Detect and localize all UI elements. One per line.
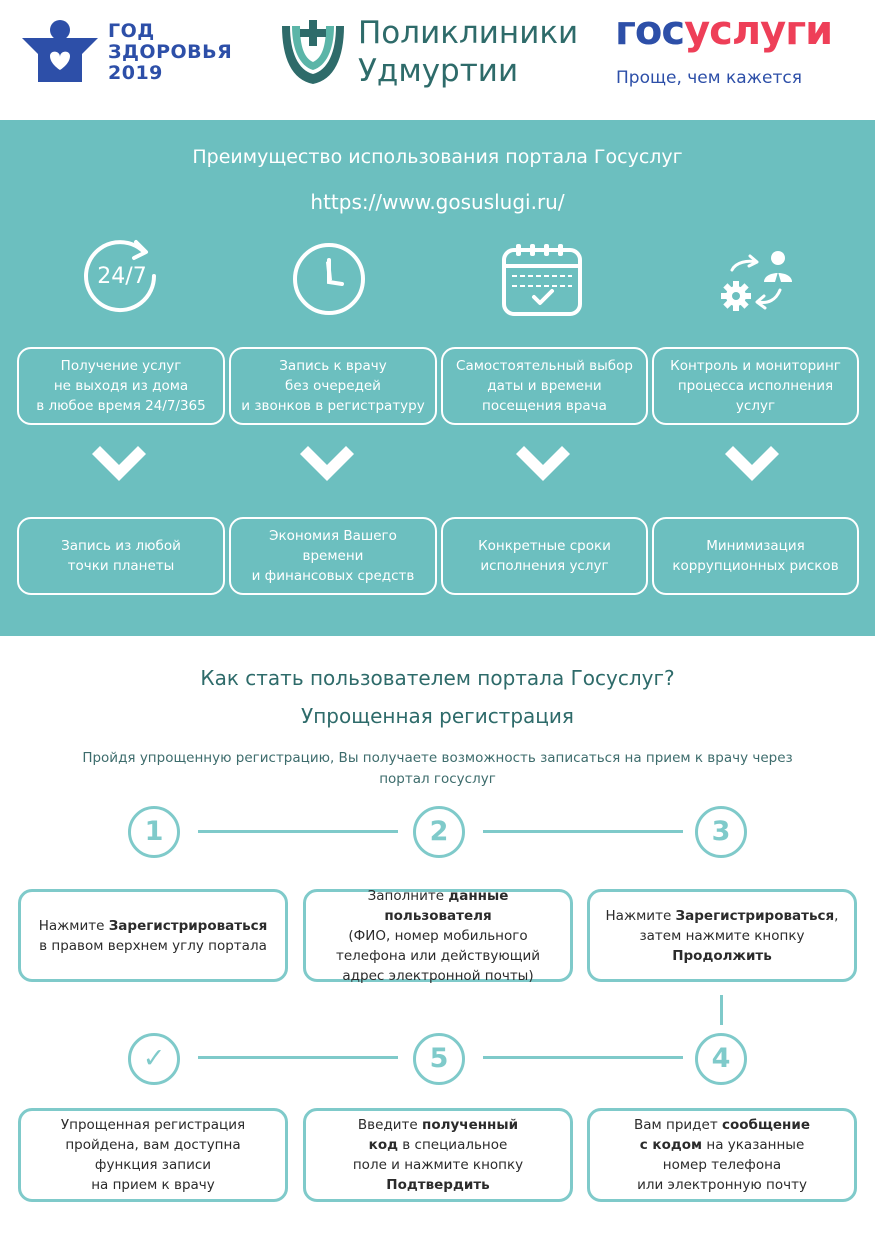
benefit-box-3: Конкретные сроки исполнения услуг <box>441 517 648 595</box>
connector-line <box>483 1056 683 1059</box>
gosuslugi-url-link[interactable]: https://www.gosuslugi.ru/ <box>310 190 565 214</box>
gos-part2: услуги <box>684 8 833 54</box>
gz-line2: ЗДОРОВЬЯ <box>108 41 233 63</box>
intro-line1: Пройдя упрощенную регистрацию, Вы получаете возможность записаться на прием к врачу через <box>82 750 793 766</box>
god-zdorovya-logo-icon <box>20 20 100 84</box>
step-box-4: Вам придет сообщение с кодом на указанные номер телефона или электронную почту <box>587 1108 857 1202</box>
gosuslugi-slogan: Проще, чем кажется <box>616 68 802 88</box>
page-header <box>0 0 875 120</box>
benefit-box-1: Запись из любой точки планеты <box>17 517 225 595</box>
check-icon: ✓ <box>142 1043 166 1074</box>
god-zdorovya-title <box>108 21 232 84</box>
chevron-down-icon <box>300 446 354 490</box>
step-number-3: 3 <box>695 806 747 858</box>
polyclinic-title <box>358 14 578 90</box>
step-box-5: Введите полученный код в специальное поле и нажмите кнопку Подтвердить <box>303 1108 573 1202</box>
chevron-down-icon <box>516 446 570 490</box>
gos-part1: гос <box>615 8 685 54</box>
poly-line2: Удмуртии <box>358 53 519 89</box>
chevron-down-icon <box>92 446 146 490</box>
registration-heading: Как стать пользователем портала Госуслуг? <box>200 666 675 690</box>
step-box-1: Нажмите Зарегистрироваться в правом верхнем углу портала <box>18 889 288 982</box>
step-done-check <box>128 1033 180 1085</box>
step-number-1: 1 <box>128 806 180 858</box>
panel-title: Преимущество использования портала Госуслуг <box>192 146 683 168</box>
intro-line2: портал госуслуг <box>379 771 496 787</box>
step-box-done: Упрощенная регистрация пройдена, вам доступна функция записи на прием к врачу <box>18 1108 288 1202</box>
step-number-4: 4 <box>695 1033 747 1085</box>
clock-247-icon <box>82 236 162 316</box>
icon-247-text: 24/7 <box>97 264 147 289</box>
gosuslugi-logo <box>615 8 832 54</box>
step-number-2: 2 <box>413 806 465 858</box>
connector-line <box>198 1056 398 1059</box>
connector-line <box>483 830 683 833</box>
step-box-3: Нажмите Зарегистрироваться, затем нажмите кнопку Продолжить <box>587 889 857 982</box>
benefit-box-4: Минимизация коррупционных рисков <box>652 517 859 595</box>
chevron-down-icon <box>725 446 779 490</box>
step-box-2: Заполните данные пользователя (ФИО, номер мобильного телефона или действующий адрес электронной почты) <box>303 889 573 982</box>
connector-line-vertical <box>720 995 723 1025</box>
benefit-box-2: Экономия Вашего времени и финансовых средств <box>229 517 437 595</box>
clock-icon <box>290 240 368 318</box>
registration-intro <box>60 748 815 790</box>
gz-line3: 2019 <box>108 62 163 84</box>
gz-line1: ГОД <box>108 20 155 42</box>
advantage-box-3: Самостоятельный выбор даты и времени посещения врача <box>441 347 648 425</box>
poly-line1: Поликлиники <box>358 15 579 51</box>
calendar-icon <box>500 242 584 318</box>
step-number-5: 5 <box>413 1033 465 1085</box>
polyclinic-logo-icon <box>278 18 348 88</box>
advantages-panel <box>0 120 875 636</box>
advantage-box-4: Контроль и мониторинг процесса исполнения услуг <box>652 347 859 425</box>
registration-subheading: Упрощенная регистрация <box>301 704 574 728</box>
connector-line <box>198 830 398 833</box>
advantage-box-1: Получение услуг не выходя из дома в любое время 24/7/365 <box>17 347 225 425</box>
monitoring-gear-person-icon <box>718 244 794 316</box>
advantage-box-2: Запись к врачу без очередей и звонков в регистратуру <box>229 347 437 425</box>
